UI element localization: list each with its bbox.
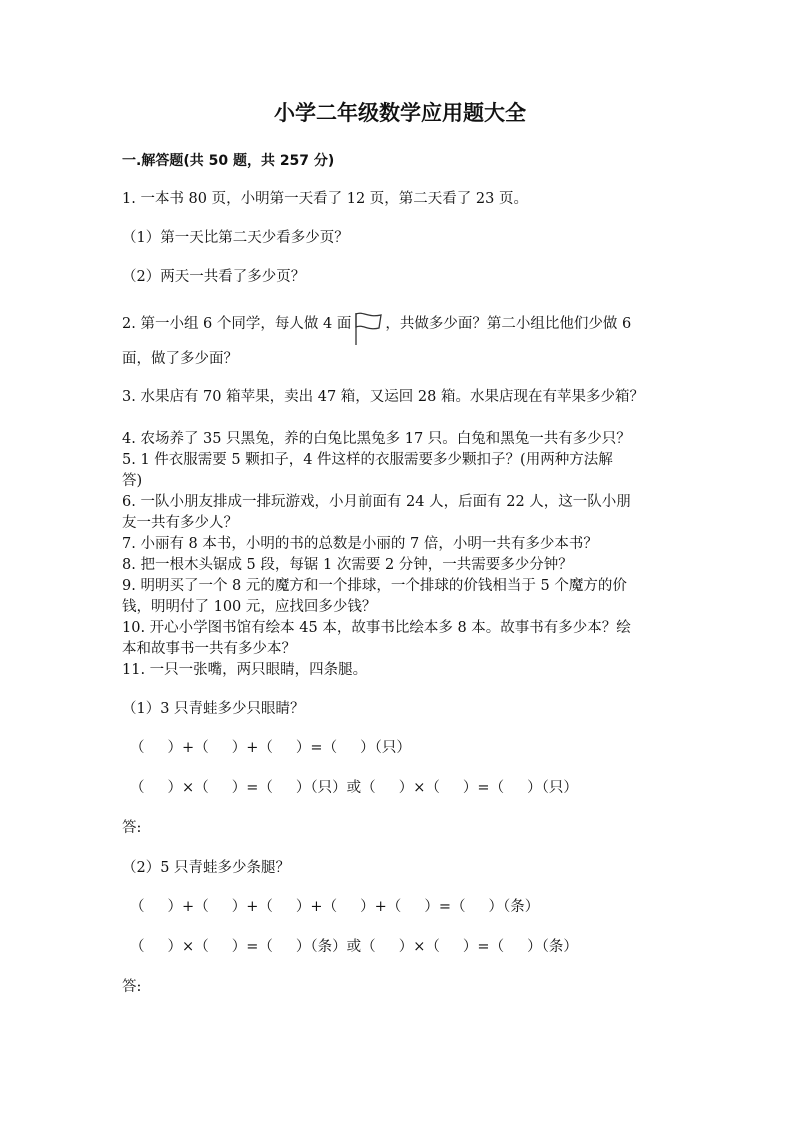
question-10-line-1: 10. 开心小学图书馆有绘本 45 本，故事书比绘本多 8 本。故事书有多少本？绘: [122, 620, 631, 636]
question-11-part-2: （2）5 只青蛙多少条腿？: [122, 860, 291, 876]
question-11-part-2-addition: （ ）+（ ）+（ ）+（ ）+（ ）=（ ）（条）: [130, 899, 540, 915]
question-11-part-1: （1）3 只青蛙多少只眼睛？: [122, 701, 305, 717]
question-11: 11. 一只一张嘴，两只眼睛，四条腿。: [122, 662, 368, 678]
question-9-line-1: 9. 明明买了一个 8 元的魔方和一个排球，一个排球的价钱相当于 5 个魔方的价: [122, 578, 627, 594]
section-heading: 一.解答题(共 50 题，共 257 分): [122, 153, 335, 169]
question-2-text-before: 2. 第一小组 6 个同学，每人做 4 面: [122, 316, 352, 332]
question-2-text-after: ，共做多少面？第二小组比他们少做 6: [385, 316, 632, 332]
question-11-part-2-multiplication: （ ）×（ ）=（ ）（条）或（ ）×（ ）=（ ）（条）: [130, 939, 578, 955]
question-9-line-2: 钱，明明付了 100 元，应找回多少钱？: [122, 599, 377, 615]
answer-label-1: 答:: [122, 820, 142, 836]
question-1-part-1: （1）第一天比第二天少看多少页？: [122, 230, 349, 246]
question-7: 7. 小丽有 8 本书，小明的书的总数是小丽的 7 倍，小明一共有多少本书？: [122, 536, 598, 552]
question-6-line-1: 6. 一队小朋友排成一排玩游戏，小月前面有 24 人，后面有 22 人，这一队小朋: [122, 494, 631, 510]
question-1: 1. 一本书 80 页，小明第一天看了 12 页，第二天看了 23 页。: [122, 191, 528, 207]
page-title: 小学二年级数学应用题大全: [274, 101, 526, 125]
question-11-part-1-multiplication: （ ）×（ ）=（ ）（只）或（ ）×（ ）=（ ）（只）: [130, 780, 578, 796]
question-5-line-1: 5. 1 件衣服需要 5 颗扣子，4 件这样的衣服需要多少颗扣子？(用两种方法解: [122, 452, 613, 468]
question-4: 4. 农场养了 35 只黑兔，养的白兔比黑兔多 17 只。白兔和黑兔一共有多少只？: [122, 431, 631, 447]
question-2: [122, 310, 631, 346]
question-11-part-1-addition: （ ）+（ ）+（ ）=（ ）（只）: [130, 740, 411, 756]
question-10-line-2: 本和故事书一共有多少本？: [122, 641, 296, 657]
question-8: 8. 把一根木头锯成 5 段，每锯 1 次需要 2 分钟，一共需要多少分钟？: [122, 557, 573, 573]
question-2-line-2: 面，做了多少面？: [122, 351, 238, 367]
flag-icon: [353, 310, 383, 346]
answer-label-2: 答:: [122, 979, 142, 995]
question-5-line-2: 答): [122, 473, 143, 489]
question-6-line-2: 友一共有多少人？: [122, 515, 238, 531]
question-1-part-2: （2）两天一共看了多少页？: [122, 269, 306, 285]
question-3: 3. 水果店有 70 箱苹果，卖出 47 箱，又运回 28 箱。水果店现在有苹果多少箱？: [122, 389, 644, 405]
